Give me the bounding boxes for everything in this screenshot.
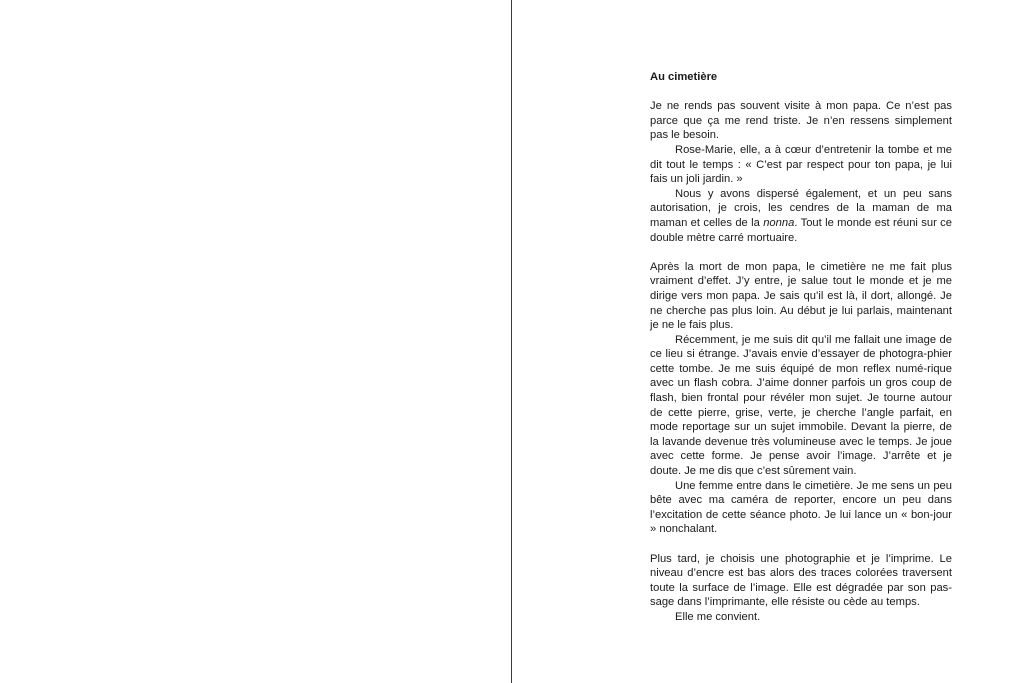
text-run: Je ne rends pas souvent visite à mon papa. Ce n’est pas parce que ça me rend triste. Je n’en ressens simplement pas le besoin. bbox=[650, 100, 952, 142]
left-page-blank bbox=[0, 0, 511, 683]
paragraph bbox=[650, 99, 952, 143]
chapter-text-block bbox=[650, 70, 952, 625]
text-section bbox=[650, 99, 952, 245]
text-run: Elle me convient. bbox=[675, 610, 761, 623]
paragraph bbox=[650, 333, 952, 479]
paragraph bbox=[650, 187, 952, 245]
text-run: Plus tard, je choisis une photographie et je l’imprime. Le niveau d’encre est bas alors des traces colorées traversent toute la surface de l’image. Elle est dégradée par son pas-sage dans l’imprimante, elle résiste ou cède au temps. bbox=[650, 552, 952, 609]
paragraph bbox=[650, 479, 952, 537]
right-page bbox=[512, 0, 1024, 683]
text-section bbox=[650, 552, 952, 625]
paragraph bbox=[650, 143, 952, 187]
text-run: . Tout le monde est réuni sur ce double mètre carré mortuaire. bbox=[650, 216, 952, 244]
paragraph bbox=[650, 260, 952, 333]
text-run: Rose-Marie, elle, a à cœur d’entretenir la tombe et me dit tout le temps : « C’est par respect pour ton papa, je lui fais un joli jardin. » bbox=[650, 143, 952, 186]
text-run: Récemment, je me suis dit qu’il me fallait une image de ce lieu si étrange. J’avais envie d’essayer de photogra-phier cette tombe. Je me suis équipé de mon reflex numé-rique avec un flash cobra. J’aime donner parfois un gros coup de flash, bien frontal pour révéler mon sujet. Je tourne autour de cette pierre, grise, verte, je cherche l’angle parfait, en mode reportage sur un sujet immobile. Devant la pierre, de la lavande devenue très volumineuse avec le temps. Je joue avec cette forme. Je pense avoir l’image. J’arrête et je doute. Je me dis que c’est sûrement vain. bbox=[650, 333, 952, 478]
text-run: Une femme entre dans le cimetière. Je me sens un peu bête avec ma caméra de reporter, encore un peu dans l’excitation de cette séance photo. Je lui lance un « bon-jour » nonchalant. bbox=[650, 479, 952, 536]
chapter-title: Au cimetière bbox=[650, 71, 718, 83]
text-run: Après la mort de mon papa, le cimetière ne me fait plus vraiment d’effet. J’y entre, je salue tout le monde et je me dirige vers mon papa. Je sais qu’il est là, il dort, allongé. Je ne cherche pas plus loin. Au début je lui parlais, maintenant je ne le fais plus. bbox=[650, 260, 952, 332]
text-run: Nous y avons dispersé également, et un peu sans autorisation, je crois, les cendres de la maman de ma maman et celles de la bbox=[650, 187, 952, 229]
paragraph bbox=[650, 552, 952, 610]
text-section bbox=[650, 260, 952, 537]
paragraph bbox=[650, 610, 952, 625]
chapter-body bbox=[650, 99, 952, 624]
italic-text: nonna bbox=[763, 216, 795, 229]
